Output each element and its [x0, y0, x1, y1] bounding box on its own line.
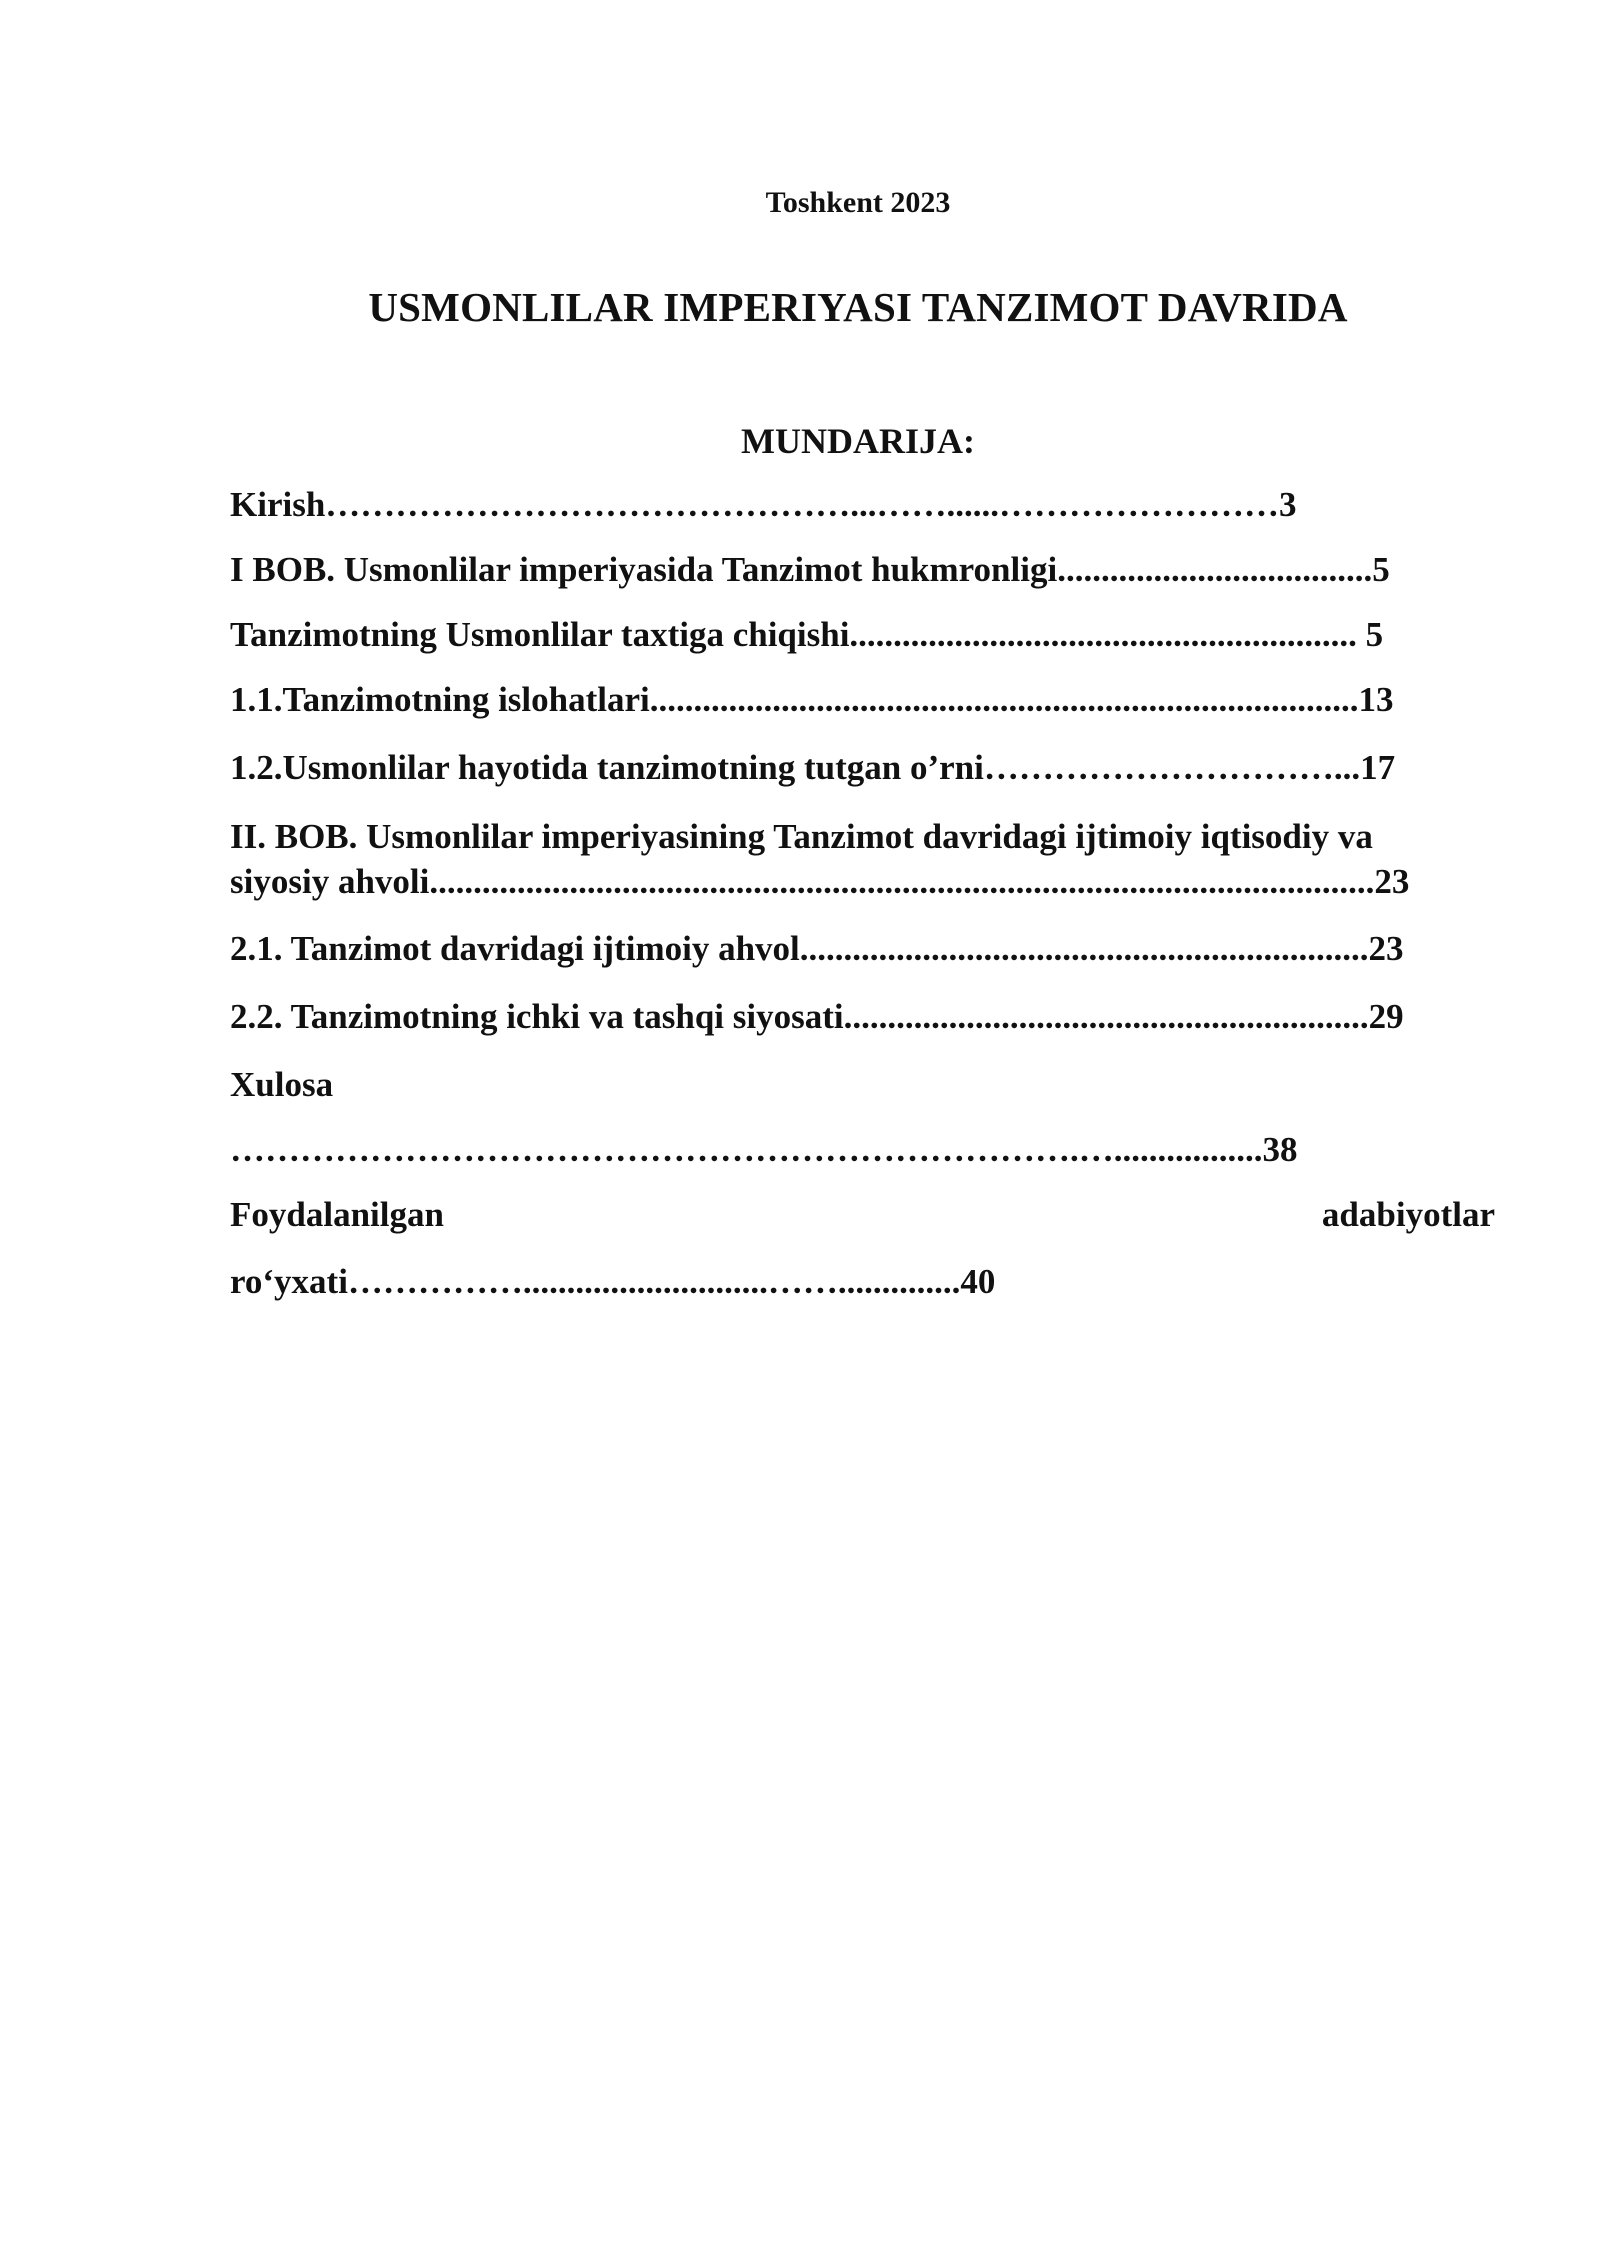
toc-entry-1-2: 1.2.Usmonlilar hayotida tanzimotning tutgan o’rni…………………………...17 — [230, 748, 1396, 787]
toc-entry-bob1: I BOB. Usmonlilar imperiyasida Tanzimot hukmronligi....................................5 — [230, 550, 1390, 589]
toc-entry-adabiyotlar-line1 — [230, 1195, 1495, 1235]
toc-entry-adabiyotlar-right: adabiyotlar — [1321, 1195, 1495, 1234]
toc-entry-taxt: Tanzimotning Usmonlilar taxtiga chiqishi.......................................................... 5 — [230, 615, 1384, 654]
toc-entry-xulosa-page: ……………………………………………………………….….................38 — [230, 1130, 1298, 1169]
toc-entry-xulosa: Xulosa — [230, 1065, 334, 1104]
toc-entry-adabiyotlar-left: Foydalanilgan — [230, 1195, 444, 1234]
toc-entry-adabiyotlar-line2: ro‘yxati……………............................……..............40 — [230, 1262, 996, 1301]
toc-entry-1-1: 1.1.Tanzimotning islohatlari.................................................................................13 — [230, 680, 1394, 719]
toc-heading: MUNDARIJA: — [741, 421, 975, 461]
toc-entry-bob2-line2: siyosiy ahvoli............................................................................................................23 — [230, 862, 1410, 901]
document-title: USMONLILAR IMPERIYASI TANZIMOT DAVRIDA — [368, 284, 1348, 330]
toc-entry-kirish: Kirish………………………………………...……......……………………3 — [230, 485, 1297, 524]
toc-entry-2-1: 2.1. Tanzimot davridagi ijtimoiy ahvol.................................................................23 — [230, 929, 1404, 968]
city-year: Toshkent 2023 — [765, 186, 951, 219]
toc-entry-2-2: 2.2. Tanzimotning ichki va tashqi siyosati............................................................29 — [230, 997, 1404, 1036]
toc-entry-bob2-line1: II. BOB. Usmonlilar imperiyasining Tanzimot davridagi ijtimoiy iqtisodiy va — [230, 817, 1373, 856]
